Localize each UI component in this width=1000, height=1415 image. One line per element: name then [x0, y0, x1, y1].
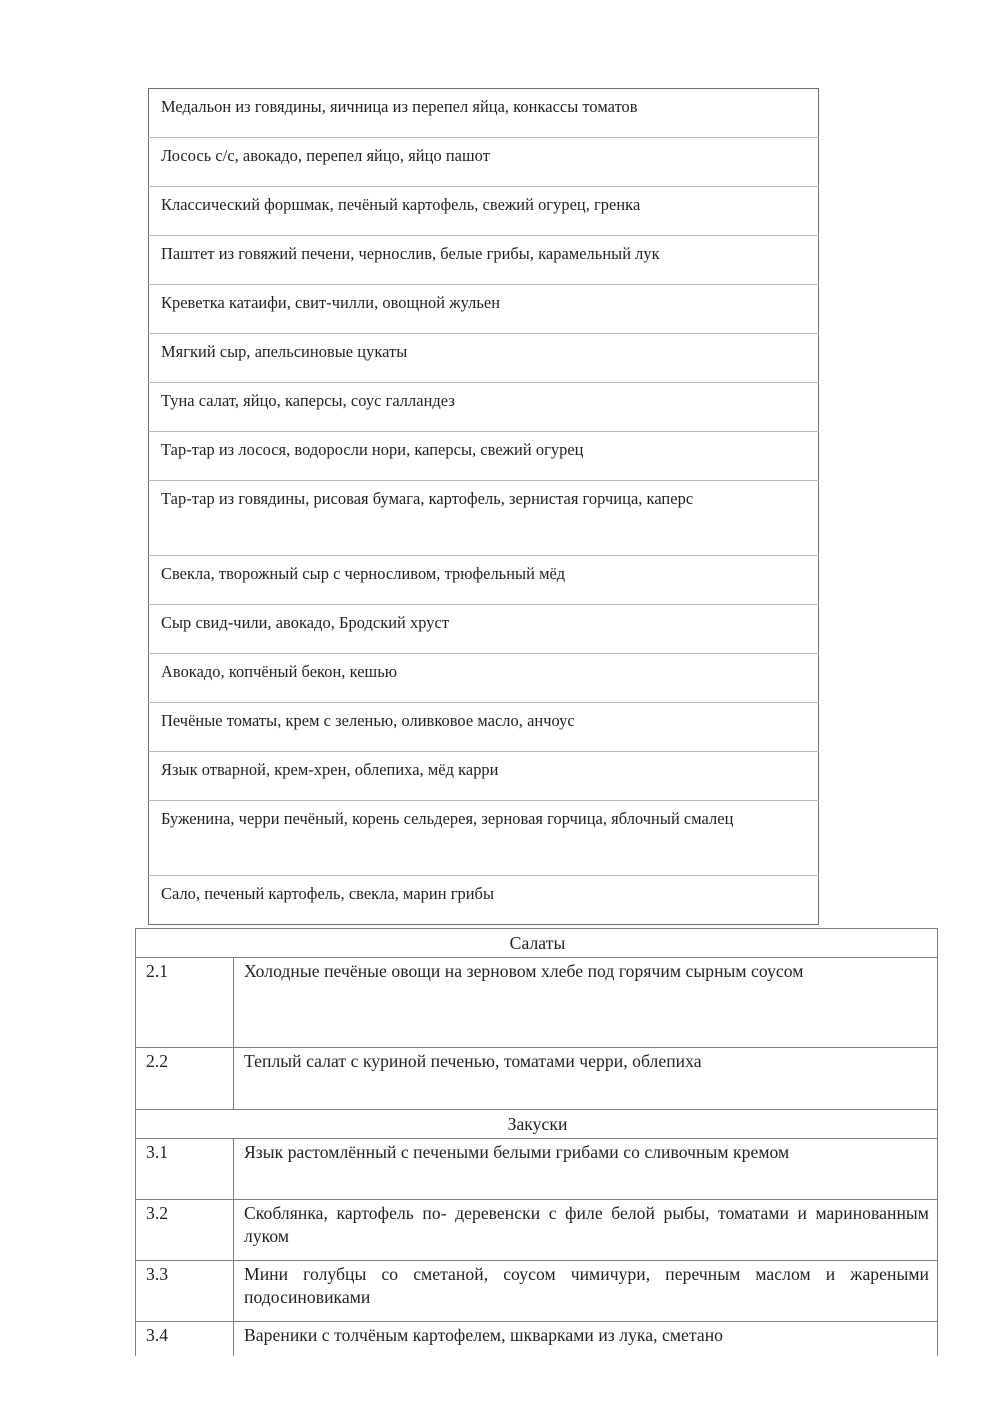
menu-sections-table-body: [136, 929, 938, 1356]
menu-item-number: 2.1: [136, 957, 234, 1047]
table-row: [149, 654, 819, 703]
dish-composition-cell: Сыр свид-чили, авокадо, Бродский хруст: [149, 605, 819, 654]
dish-composition-cell: Язык отварной, крем-хрен, облепиха, мёд карри: [149, 752, 819, 801]
section-heading-row: [136, 1109, 938, 1138]
table-row: [149, 876, 819, 925]
dish-composition-cell: Тар-тар из говядины, рисовая бумага, картофель, зернистая горчица, каперс: [149, 481, 819, 556]
dish-composition-cell: Буженина, черри печёный, корень сельдерея, зерновая горчица, яблочный смалец: [149, 801, 819, 876]
section-heading-row: [136, 929, 938, 958]
dish-composition-cell: Свекла, творожный сыр с черносливом, трюфельный мёд: [149, 556, 819, 605]
dish-composition-cell: Паштет из говяжий печени, чернослив, белые грибы, карамельный лук: [149, 236, 819, 285]
menu-item-number: 3.3: [136, 1260, 234, 1321]
menu-item-number: 3.4: [136, 1321, 234, 1356]
dish-composition-cell: Сало, печеный картофель, свекла, марин грибы: [149, 876, 819, 925]
menu-item-description: Скоблянка, картофель по- деревенски с филе белой рыбы, томатами и маринованным луком: [234, 1199, 938, 1260]
dish-composition-cell: Медальон из говядины, яичница из перепел яйца, конкассы томатов: [149, 89, 819, 138]
dish-composition-cell: Тар-тар из лосося, водоросли нори, каперсы, свежий огурец: [149, 432, 819, 481]
table-row: [136, 1199, 938, 1260]
table-row: [149, 801, 819, 876]
table-row: [149, 703, 819, 752]
dish-composition-cell: Классический форшмак, печёный картофель, свежий огурец, гренка: [149, 187, 819, 236]
menu-item-description: Мини голубцы со сметаной, соусом чимичури, перечным маслом и жареными подосиновиками: [234, 1260, 938, 1321]
dish-composition-cell: Авокадо, копчёный бекон, кешью: [149, 654, 819, 703]
dish-composition-cell: Печёные томаты, крем с зеленью, оливковое масло, анчоус: [149, 703, 819, 752]
dish-composition-cell: Мягкий сыр, апельсиновые цукаты: [149, 334, 819, 383]
table-row: [149, 187, 819, 236]
table-row: [149, 334, 819, 383]
table-row: [149, 556, 819, 605]
section-heading: Салаты: [136, 929, 938, 958]
menu-item-description: Вареники с толчёным картофелем, шкварками из лука, сметано: [234, 1321, 938, 1356]
table-row: [149, 432, 819, 481]
menu-item-description: Теплый салат с куриной печенью, томатами черри, облепиха: [234, 1047, 938, 1109]
table-row: [136, 1138, 938, 1199]
menu-item-description: Язык растомлённый с печеными белыми грибами со сливочным кремом: [234, 1138, 938, 1199]
menu-sections-table: [135, 928, 938, 1356]
table-row: [136, 1047, 938, 1109]
table-row: [149, 383, 819, 432]
table-row: [149, 481, 819, 556]
dish-composition-cell: Туна салат, яйцо, каперсы, соус галландез: [149, 383, 819, 432]
dish-composition-cell: Креветка катаифи, свит-чилли, овощной жульен: [149, 285, 819, 334]
section-heading: Закуски: [136, 1109, 938, 1138]
table-row: [149, 89, 819, 138]
menu-item-description: Холодные печёные овощи на зерновом хлебе под горячим сырным соусом: [234, 957, 938, 1047]
table-row: [149, 605, 819, 654]
table-row: [149, 138, 819, 187]
table-row: [136, 957, 938, 1047]
table-row: [149, 236, 819, 285]
table-row: [136, 1321, 938, 1356]
menu-item-number: 3.1: [136, 1138, 234, 1199]
table-row: [149, 285, 819, 334]
dish-composition-cell: Лосось с/с, авокадо, перепел яйцо, яйцо пашот: [149, 138, 819, 187]
dish-composition-table: [148, 88, 819, 925]
menu-item-number: 2.2: [136, 1047, 234, 1109]
menu-item-number: 3.2: [136, 1199, 234, 1260]
dish-composition-table-body: [149, 89, 819, 925]
table-row: [149, 752, 819, 801]
table-row: [136, 1260, 938, 1321]
